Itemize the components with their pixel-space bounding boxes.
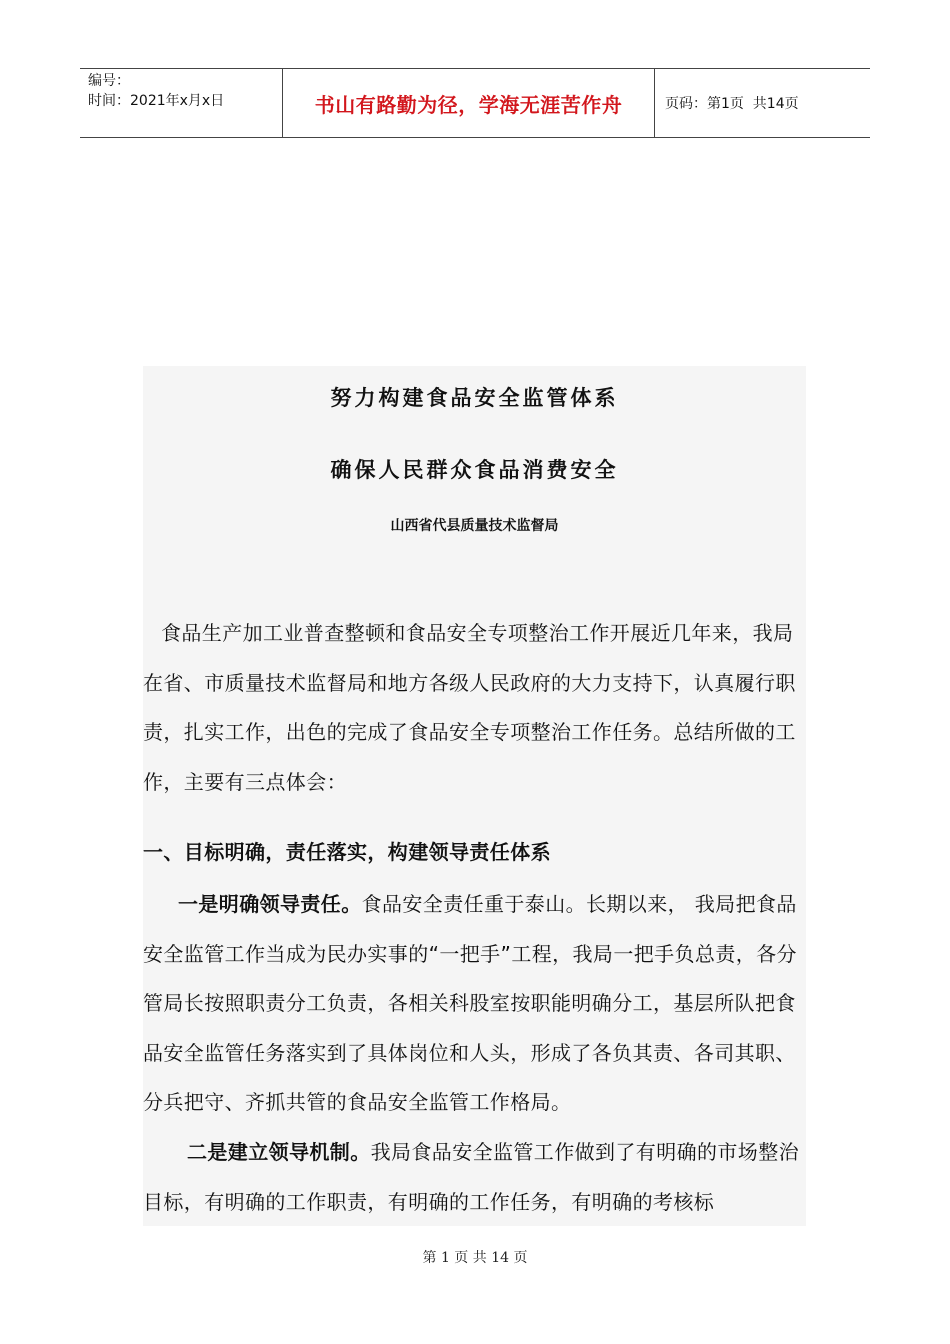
header-motto: 书山有路勤为径，学海无涯苦作舟 (282, 69, 655, 137)
point-1-text: 食品安全责任重于泰山。长期以来， 我局把食品安全监管工作当成为民办实事的“一把手”工程，我局一把手负总责，各分管局长按照职责分工负责，各相关科股室按职能明确分工，基层所队把食品安全监管任务落实到了具体岗位和人头，形成了各负其责、各司其职、分兵把守、齐抓共管的食品安全监管工作格局。 (143, 892, 797, 1114)
author-organization: 山西省代县质量技术监督局 (390, 518, 559, 534)
footer-page-number: 第 1 页 共 14 页 (422, 1250, 528, 1266)
number-label: 编号： (88, 73, 130, 89)
page-info-text: 页码：第1页 共14页 (665, 96, 799, 112)
document-title-line1: 努力构建食品安全监管体系 (330, 385, 619, 410)
intro-paragraph: 食品生产加工业普查整顿和食品安全专项整治工作开展近几年来，我局在省、市质量技术监督局和地方各级人民政府的大力支持下，认真履行职责，扎实工作，出色的完成了食品安全专项整治工作任务。总结所做的工作，主要有三点体会： (143, 621, 796, 794)
point-1-lead: 一是明确领导责任。 (178, 892, 362, 916)
section-heading-1: 一、目标明确，责任落实，构建领导责任体系 (143, 840, 551, 864)
header-meta (80, 69, 282, 137)
point-2-text: 我局食品安全监管工作做到了有明确的市场整治目标，有明确的工作职责，有明确的工作任务，有明确的考核标 (143, 1140, 800, 1214)
document-body (143, 366, 806, 1226)
point-2-lead: 二是建立领导机制。 (187, 1140, 371, 1164)
point-2-paragraph (143, 1128, 806, 1227)
document-title-line2: 确保人民群众食品消费安全 (330, 457, 619, 482)
header-table (80, 68, 870, 138)
header-page-info (655, 69, 870, 137)
point-1-paragraph (143, 880, 806, 1128)
time-label: 时间：2021年x月x日 (88, 93, 225, 109)
page-footer (0, 1247, 950, 1267)
